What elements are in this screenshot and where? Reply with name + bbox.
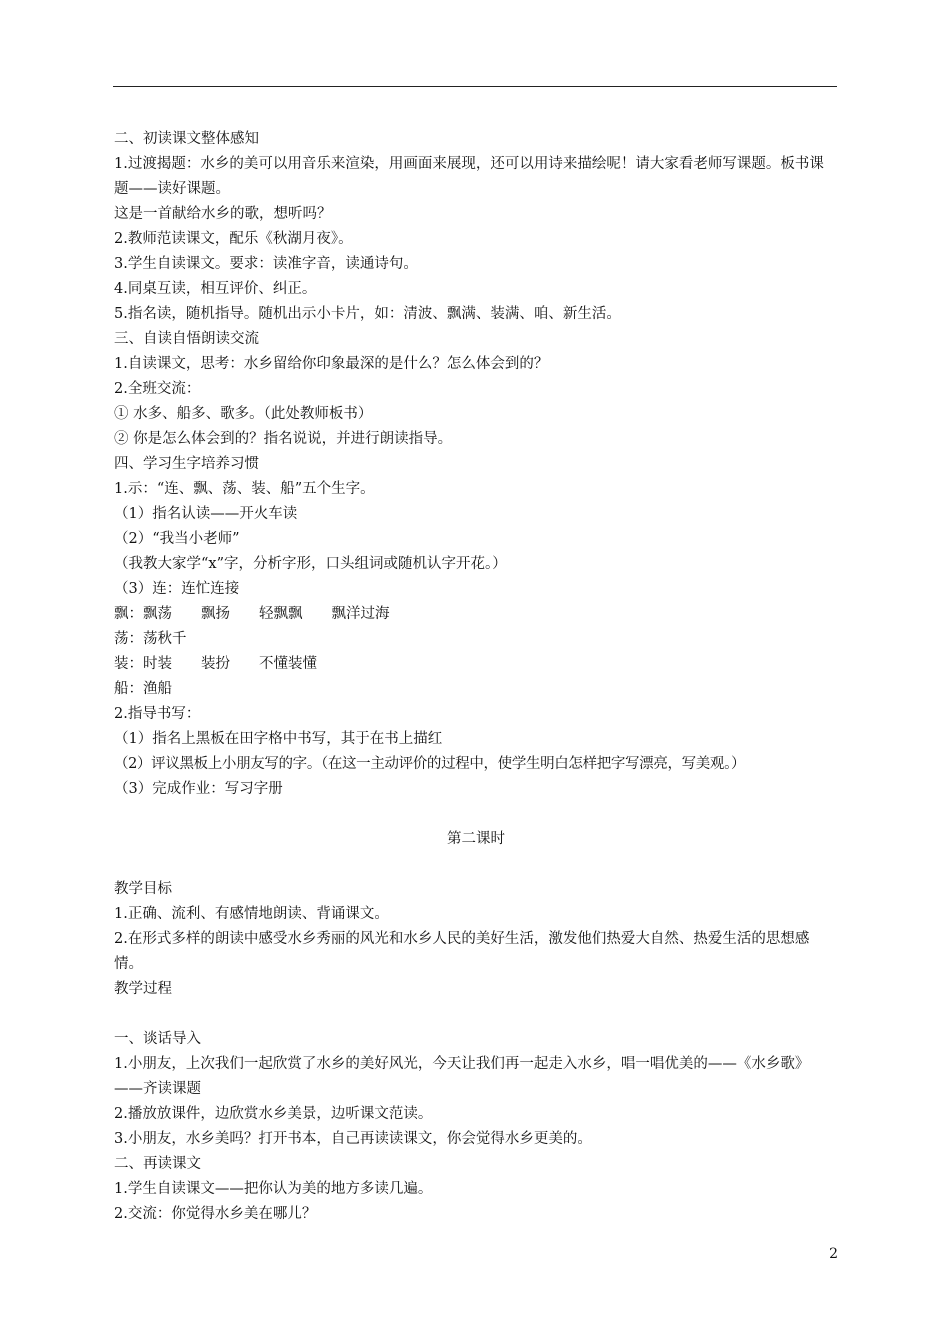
paragraph: （1）指名认读——开火车读: [114, 506, 298, 522]
paragraph: （1）指名上黑板在田字格中书写，其于在书上描红: [114, 731, 443, 747]
word-list: 装：时装 装扮 不懂装懂: [114, 656, 317, 672]
section-title: 第二课时: [447, 831, 505, 847]
heading-teaching-goals: 教学目标: [114, 881, 172, 897]
spacer: [114, 852, 838, 877]
paragraph: 2.交流：你觉得水乡美在哪儿？: [114, 1206, 317, 1222]
paragraph: （2）评议黑板上小朋友写的字。（在这一主动评价的过程中，使学生明白怎样把字写漂亮，写美观。）: [114, 756, 746, 772]
spacer: [114, 802, 838, 827]
document-body: [114, 127, 838, 1227]
paragraph: 1.学生自读课文——把你认为美的地方多读几遍。: [114, 1181, 433, 1197]
paragraph: 1.过渡揭题：水乡的美可以用音乐来渲染，用画面来展现，还可以用诗来描绘呢！请大家看老师写课题。板书课题——读好课题。: [114, 156, 824, 197]
header-rule: [113, 86, 837, 87]
paragraph: （我教大家学“x”字，分析字形，口头组词或随机认字开花。）: [114, 556, 507, 572]
paragraph: 2.指导书写：: [114, 706, 201, 722]
spacer: [114, 1002, 838, 1027]
paragraph: （3）完成作业：写习字册: [114, 781, 283, 797]
paragraph: 1.自读课文，思考：水乡留给你印象最深的是什么？怎么体会到的？: [114, 356, 549, 372]
heading-new-characters: 四、学习生字培养习惯: [114, 456, 259, 472]
paragraph: 1.示：“连、飘、荡、装、船”五个生字。: [114, 481, 375, 497]
paragraph: （2）“我当小老师”: [114, 531, 240, 547]
paragraph: 5.指名读，随机指导。随机出示小卡片，如：清波、飘满、装满、咱、新生活。: [114, 306, 621, 322]
paragraph: （3）连：连忙连接: [114, 581, 240, 597]
paragraph: 3.小朋友，水乡美吗？打开书本，自己再读读课文，你会觉得水乡更美的。: [114, 1131, 592, 1147]
paragraph: 2.全班交流：: [114, 381, 201, 397]
heading-teaching-process: 教学过程: [114, 981, 172, 997]
paragraph: 这是一首献给水乡的歌，想听吗？: [114, 206, 332, 222]
paragraph: 2.播放放课件，边欣赏水乡美景，边听课文范读。: [114, 1106, 433, 1122]
paragraph: 2.在形式多样的朗读中感受水乡秀丽的风光和水乡人民的美好生活，激发他们热爱大自然、热爱生活的思想感情。: [114, 931, 810, 972]
heading-self-reading: 三、自读自悟朗读交流: [114, 331, 259, 347]
paragraph: 2.教师范读课文，配乐《秋湖月夜》。: [114, 231, 353, 247]
heading-introduction: 一、谈话导入: [114, 1031, 201, 1047]
word-list: 飘：飘荡 飘扬 轻飘飘 飘洋过海: [114, 606, 390, 622]
paragraph: 4.同桌互读，相互评价、纠正。: [114, 281, 317, 297]
word-list: 船：渔船: [114, 681, 172, 697]
paragraph: 1.正确、流利、有感情地朗读、背诵课文。: [114, 906, 389, 922]
paragraph: 1.小朋友，上次我们一起欣赏了水乡的美好风光，今天让我们再一起走入水乡，唱一唱优美的——《水乡歌》——齐读课题: [114, 1056, 810, 1097]
heading-reread: 二、再读课文: [114, 1156, 201, 1172]
paragraph: ② 你是怎么体会到的？指名说说，并进行朗读指导。: [114, 431, 453, 447]
heading-first-reading: 二、初读课文整体感知: [114, 131, 259, 147]
word-list: 荡：荡秋千: [114, 631, 187, 647]
page-number: 2: [829, 1246, 838, 1262]
paragraph: 3.学生自读课文。要求：读准字音，读通诗句。: [114, 256, 418, 272]
paragraph: ① 水多、船多、歌多。（此处教师板书）: [114, 406, 373, 422]
